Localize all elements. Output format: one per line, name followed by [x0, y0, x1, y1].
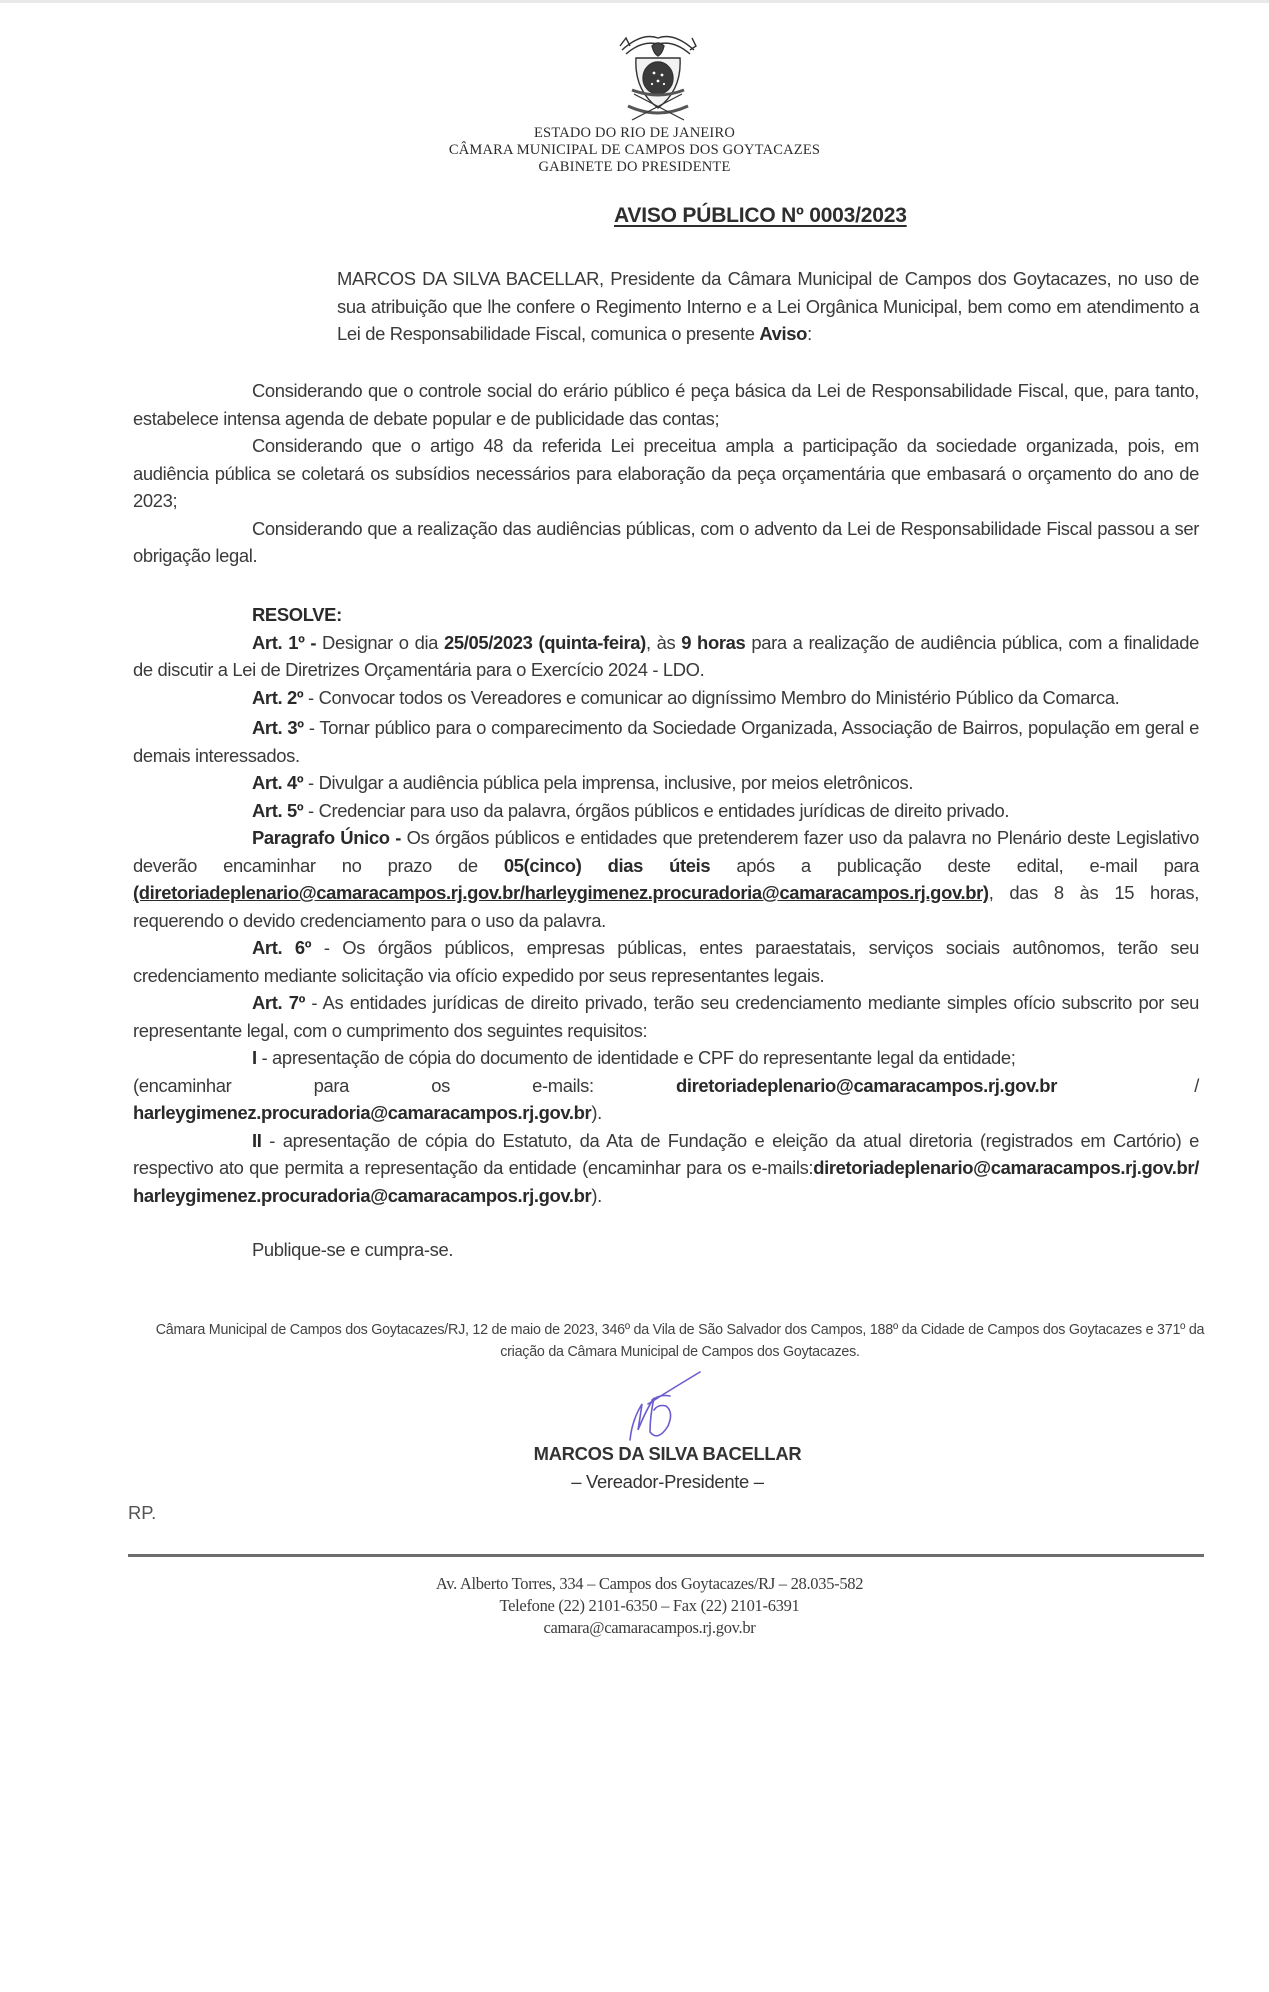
article-1-text: Designar o dia — [316, 631, 444, 653]
article-5-label: Art. 5º — [252, 799, 304, 821]
initials: RP. — [128, 1502, 157, 1523]
resolution-section — [133, 601, 1199, 1264]
article-1 — [133, 629, 1199, 684]
coat-of-arms-icon — [612, 28, 704, 128]
requirement-1-label: I — [252, 1047, 257, 1068]
paragrafo-unico-text-2: após a publicação deste edital, e-mail para — [710, 854, 1199, 876]
requirement-2-label: II — [252, 1129, 262, 1151]
article-6 — [133, 934, 1199, 989]
intro-tail: : — [807, 323, 812, 344]
footer-divider — [128, 1554, 1204, 1557]
letterhead-state: ESTADO DO RIO DE JANEIRO — [534, 125, 735, 141]
article-4 — [133, 769, 1199, 797]
intro-text: MARCOS DA SILVA BACELLAR, Presidente da Câmara Municipal de Campos dos Goytacazes, no uso de sua atribuição que lhe confere o Regimento Interno e a Lei Orgânica Municipal, bem como em atendimento a Lei de Responsabilidade Fiscal, comunica o presente — [337, 268, 1199, 344]
article-4-text: - Divulgar a audiência pública pela imprensa, inclusive, por meios eletrônicos. — [303, 772, 914, 793]
deadline: 05(cinco) dias úteis — [503, 854, 711, 876]
email-separator: / — [1172, 1074, 1199, 1096]
requirement-2-tail: ). — [591, 1184, 602, 1206]
requirement-1 — [133, 1044, 1199, 1072]
footer-phone: Telefone (22) 2101-6350 – Fax (22) 2101-6391 — [499, 1596, 800, 1615]
requirement-2-text: - apresentação de cópia do Estatuto, da Ata de Fundação e eleição da atual diretoria (registrados em Cartório) e respectivo ato que permita a representação da entidade (encaminhar para os e-mails: — [133, 1129, 1199, 1178]
article-1-label: Art. 1º - — [252, 631, 317, 653]
article-2-label: Art. 2º — [252, 686, 304, 708]
article-7 — [133, 989, 1199, 1044]
article-6-text: - Os órgãos públicos, empresas públicas, entes paraestatais, serviços sociais autônomos, terão seu credenciamento mediante solicitação via ofício expedido por seus representantes legais. — [133, 937, 1200, 986]
hearing-time: 9 horas — [681, 631, 746, 653]
article-5-text: - Credenciar para uso da palavra, órgãos públicos e entidades jurídicas de direito privado. — [303, 799, 1010, 821]
intro-bold: Aviso — [759, 323, 808, 344]
requirement-1-text: - apresentação de cópia do documento de identidade e CPF do representante legal da entidade; — [256, 1047, 1016, 1068]
paragrafo-unico-text-3: , das 8 às 15 horas, requerendo o devido credenciamento para o uso da palavra. — [133, 882, 1199, 931]
email-procuradoria[interactable]: harleygimenez.procuradoria@camaracampos.rj.gov.br — [133, 1102, 592, 1123]
consideration-1: Considerando que o controle social do erário público é peça básica da Lei de Responsabilidade Fiscal, que, para tanto, estabelece intensa agenda de debate popular e de publicidade das contas; — [133, 380, 1199, 429]
scan-edge — [0, 0, 1269, 3]
email-links[interactable]: (diretoriadeplenario@camaracampos.rj.gov.br/harleygimenez.procuradoria@camaracampos.rj.gov.br) — [133, 882, 989, 903]
letterhead-chamber: CÂMARA MUNICIPAL DE CAMPOS DOS GOYTACAZES — [448, 142, 821, 158]
signatory-name: MARCOS DA SILVA BACELLAR — [533, 1443, 802, 1464]
dated-line: Câmara Municipal de Campos dos Goytacazes/RJ, 12 de maio de 2023, 346º da Vila de São Salvador dos Campos, 188º da Cidade de Campos dos Goytacazes e 371º da criação da Câmara Municipal de Campos dos Goytacazes. — [155, 1322, 1205, 1360]
footer-address: Av. Alberto Torres, 334 – Campos dos Goytacazes/RJ – 28.035-582 — [435, 1574, 864, 1593]
footer-email[interactable]: camara@camaracampos.rj.gov.br — [543, 1618, 756, 1637]
requirement-1-emails-line — [133, 1072, 1199, 1100]
email-procuradoria-2[interactable]: harleygimenez.procuradoria@camaracampos.rj.gov.br — [133, 1184, 592, 1206]
paragrafo-unico-text: Os órgãos públicos e entidades que pretenderem fazer uso da palavra no Plenário deste Legislativo deverão encaminhar no prazo de — [133, 827, 1200, 876]
article-5 — [133, 797, 1199, 825]
resolve-heading: RESOLVE: — [252, 604, 342, 625]
hearing-date: 25/05/2023 (quinta-feira) — [443, 631, 646, 653]
consideration-3: Considerando que a realização das audiências públicas, com o advento da Lei de Responsabilidade Fiscal passou a ser obrigação legal. — [133, 517, 1199, 566]
requirement-1-emails-line-2 — [133, 1099, 1199, 1127]
signatory-role: – Vereador-Presidente – — [571, 1471, 764, 1492]
document-title: AVISO PÚBLICO Nº 0003/2023 — [614, 204, 907, 227]
requirement-1-tail: ). — [591, 1102, 602, 1123]
consideration-2: Considerando que o artigo 48 da referida Lei preceitua ampla a participação da sociedade organizada, pois, em audiência pública se coletará os subsídios necessários para elaboração da peça orçamentária que embasará o orçamento do ano de 2023; — [133, 435, 1199, 511]
handwritten-signature-icon — [600, 1370, 710, 1450]
article-3-text: - Tornar público para o comparecimento da Sociedade Organizada, Associação de Bairros, população em geral e demais interessados. — [133, 717, 1199, 766]
article-2-text: - Convocar todos os Vereadores e comunicar ao digníssimo Membro do Ministério Público da Comarca. — [303, 686, 1120, 708]
requirement-2 — [133, 1127, 1199, 1210]
article-3-label: Art. 3º — [252, 717, 304, 738]
article-7-text: - As entidades jurídicas de direito privado, terão seu credenciamento mediante simples ofício subscrito por seu representante legal, com o cumprimento dos seguintes requisitos: — [133, 992, 1199, 1041]
considerations — [133, 377, 1199, 570]
paragrafo-unico-label: Paragrafo Único - — [252, 827, 401, 848]
closing-statement: Publique-se e cumpra-se. — [252, 1239, 454, 1260]
article-6-label: Art. 6º — [252, 937, 312, 958]
email-diretoria[interactable]: diretoriadeplenario@camaracampos.rj.gov.br — [675, 1074, 1058, 1096]
article-2 — [133, 684, 1199, 712]
email-diretoria-2[interactable]: diretoriadeplenario@camaracampos.rj.gov.br/ — [813, 1157, 1199, 1178]
letterhead-office: GABINETE DO PRESIDENTE — [538, 159, 731, 175]
intro-paragraph — [337, 265, 1199, 348]
article-1-text-2: , às — [645, 631, 682, 653]
article-1-text-3: para a realização de audiência pública, com a finalidade de discutir a Lei de Diretrizes Orçamentária para o Exercício 2024 - LDO. — [133, 631, 1200, 680]
article-7-label: Art. 7º — [252, 992, 305, 1013]
article-3 — [133, 714, 1199, 769]
paragrafo-unico — [133, 824, 1199, 934]
article-4-label: Art. 4º — [252, 772, 304, 793]
requirement-1-emails-prefix: (encaminhar para os e-mails: — [133, 1074, 676, 1096]
